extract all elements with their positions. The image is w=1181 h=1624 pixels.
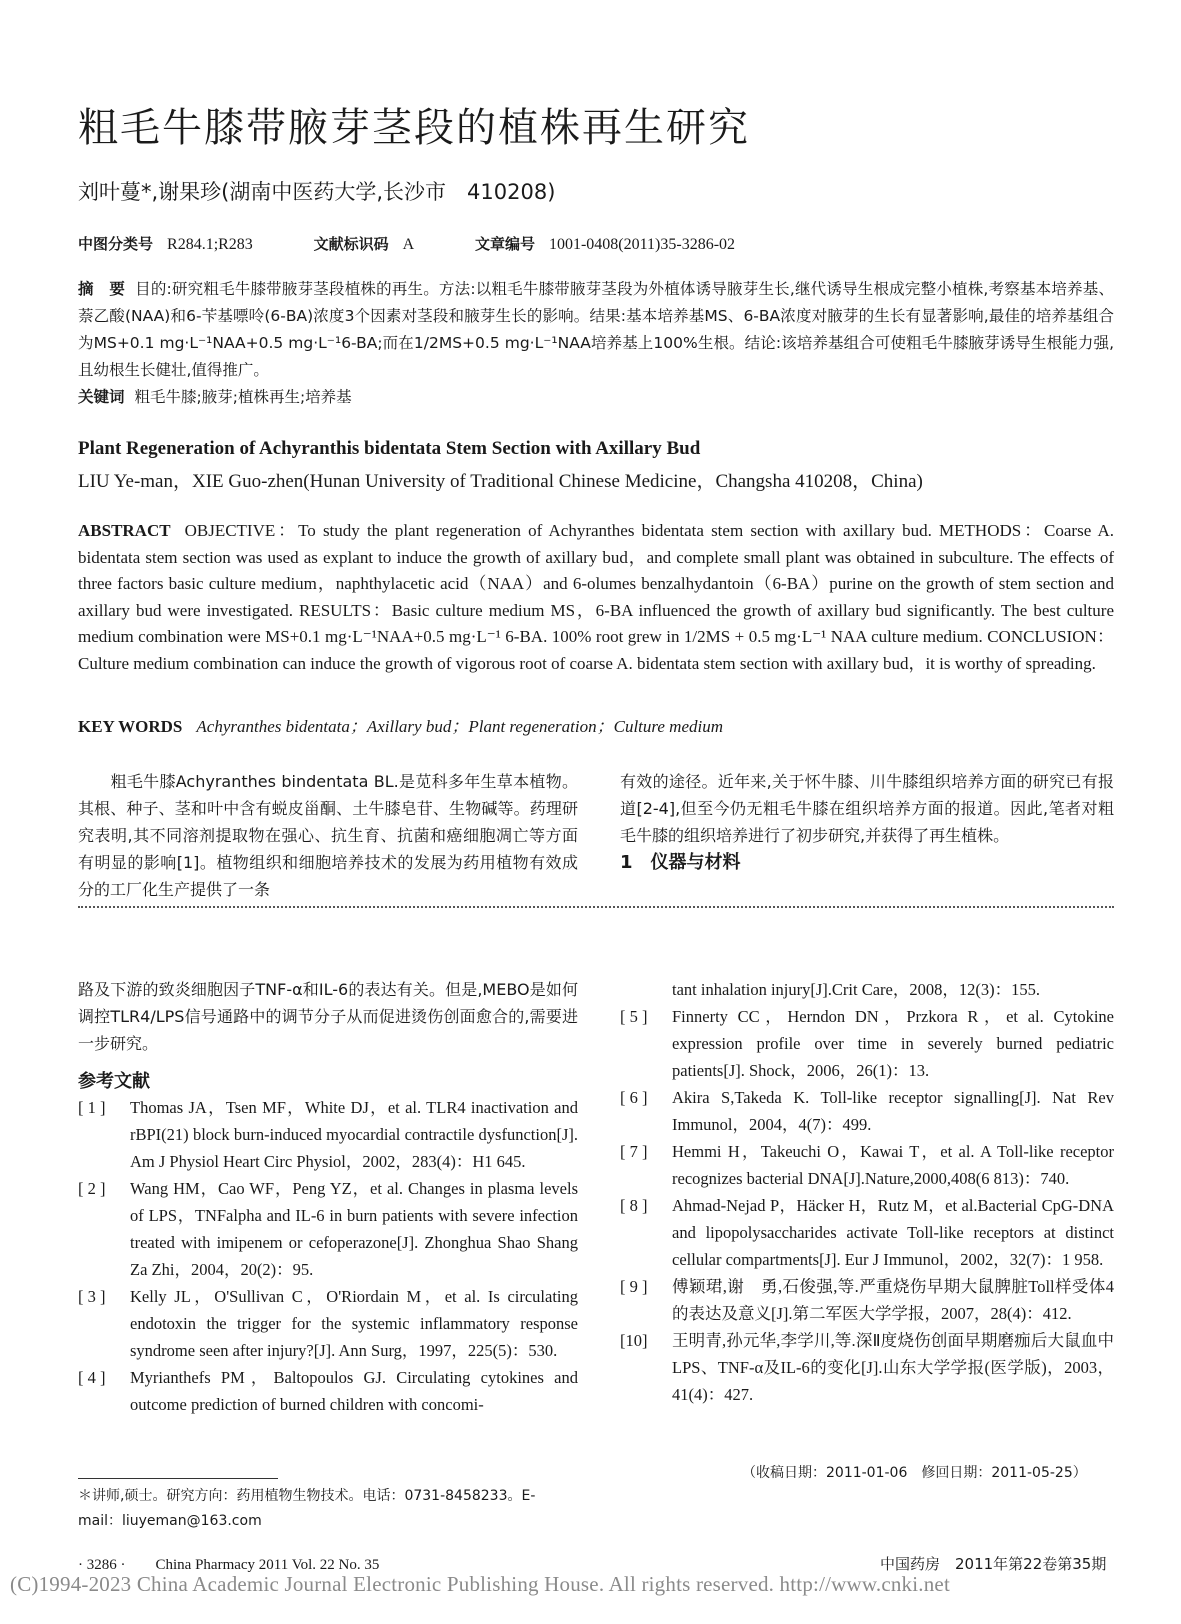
reference-item (620, 1003, 1114, 1084)
reference-text: Thomas JA，Tsen MF，White DJ，et al. TLR4 inactivation and rBPI(21) block burn-induced myocardial contractile dysfunction[J]. Am J Physiol Heart Circ Physiol，2002，283(4)：H1 645. (130, 1098, 578, 1171)
reference-number: [ 4 ] (78, 1368, 106, 1387)
keywords-cn-text: 粗毛牛膝;腋芽;植株再生;培养基 (134, 388, 352, 406)
keywords-en-text: Achyranthes bidentata；Axillary bud；Plant regeneration；Culture medium (196, 717, 723, 736)
footnote-rule (78, 1478, 278, 1479)
clc-value: R284.1;R283 (167, 236, 253, 253)
copyright-watermark: (C)1994-2023 China Academic Journal Electronic Publishing House. All rights reserved. http://www.cnki.net (10, 1572, 950, 1596)
keywords-cn-label: 关键词 (78, 388, 125, 406)
page-footer-left: · 3286 · China Pharmacy 2011 Vol. 22 No. 35 (78, 1557, 380, 1573)
keywords-en (78, 712, 723, 737)
page-footer-right: 中国药房 2011年第22卷第35期 (880, 1555, 1107, 1573)
abstract-en (78, 518, 1114, 677)
abstract-en-text: OBJECTIVE：To study the plant regeneration of Achyranthes bidentata stem section with axillary bud. METHODS：Coarse A. bidentata stem section was used as explant to induce the growth of axillary bud，and complete small plant was obtained in subculture. The effects of three factors basic culture medium，naphthylacetic acid（NAA）and 6-olumes benzalhydantoin（6-BA）purine on the growth of stem section and axillary bud were investigated. RESULTS：Basic culture medium MS，6-BA influenced the growth of axillary bud significantly. The best culture medium combination were MS+0.1 mg·L⁻¹NAA+0.5 mg·L⁻¹ 6-BA. 100% root grew in 1/2MS + 0.5 mg·L⁻¹ NAA culture medium. CONCLUSION：Culture medium combination can induce the growth of vigorous root of coarse A. bidentata stem section with axillary bud，it is worthy of spreading. (78, 521, 1114, 673)
reference-text: Hemmi H，Takeuchi O，Kawai T，et al. A Toll-like receptor recognizes bacterial DNA[J].Nature,2000,408(6 813)：740. (672, 1142, 1114, 1188)
previous-article-tail: 路及下游的致炎细胞因子TNF-α和IL-6的表达有关。但是,MEBO是如何调控TLR4/LPS信号通路中的调节分子从而促进烫伤创面愈合的,需要进一步研究。 (78, 980, 578, 1053)
dotted-divider (78, 906, 1114, 908)
reference-item (620, 1327, 1114, 1408)
body-left-column: 粗毛牛膝Achyranthes bindentata BL.是苋科多年生草本植物。其根、种子、茎和叶中含有蜕皮甾酮、土牛膝皂苷、生物碱等。药理研究表明,其不同溶剂提取物在强心、抗生育、抗菌和癌细胞凋亡等方面有明显的影响[1]。植物组织和细胞培养技术的发展为药用植物有效成分的工厂化生产提供了一条 (78, 772, 578, 899)
clc-label: 中图分类号 (78, 235, 154, 253)
reference-text: Ahmad-Nejad P，Häcker H，Rutz M，et al.Bacterial CpG-DNA and lipopolysaccharides activate Toll-like receptors at distinct cellular compartments[J]. Eur J Immunol，2002，32(7)：1 958. (672, 1196, 1114, 1269)
authors-cn: 刘叶蔓*,谢果珍(湖南中医药大学,长沙市 410208) (78, 180, 556, 204)
reference-text: Akira S,Takeda K. Toll-like receptor signalling[J]. Nat Rev Immunol，2004，4(7)：499. (672, 1088, 1114, 1134)
reference-number: [ 1 ] (78, 1098, 106, 1117)
abstract-cn-label: 摘 要 (78, 280, 126, 298)
reference-number: [10] (620, 1331, 648, 1350)
received-dates: （收稿日期：2011-01-06 修回日期：2011-05-25） (742, 1465, 1087, 1481)
references-heading: 参考文献 (78, 1071, 150, 1092)
reference-number: [ 8 ] (620, 1196, 648, 1215)
article-meta (78, 233, 1108, 254)
reference-item (78, 1175, 578, 1283)
doc-label: 文献标识码 (313, 235, 389, 253)
reference-text: Myrianthefs PM，Baltopoulos GJ. Circulating cytokines and outcome prediction of burned children with concomi- (130, 1368, 578, 1414)
reference-item (620, 1192, 1114, 1273)
reference-number: [ 3 ] (78, 1287, 106, 1306)
reference-item (620, 1273, 1114, 1327)
body-right-text: 有效的途径。近年来,关于怀牛膝、川牛膝组织培养方面的研究已有报道[2-4],但至今仍无粗毛牛膝在组织培养方面的报道。因此,笔者对粗毛牛膝的组织培养进行了初步研究,并获得了再生植株。 (620, 772, 1114, 845)
references-left (78, 1094, 578, 1418)
reference-text: Kelly JL，O'Sullivan C，O'Riordain M，et al. Is circulating endotoxin the trigger for the systemic inflammatory response syndrome seen after injury?[J]. Ann Surg，1997，225(5)：530. (130, 1287, 578, 1360)
keywords-en-label: KEY WORDS (78, 717, 183, 736)
reference-text: Wang HM，Cao WF，Peng YZ，et al. Changes in plasma levels of LPS，TNFalpha and IL-6 in burn patients with severe infection treated with imipenem or cefoperazone[J]. Zhonghua Shao Shang Za Zhi，2004，20(2)：95. (130, 1179, 578, 1279)
abstract-en-label: ABSTRACT (78, 521, 171, 540)
references-right (620, 976, 1114, 1408)
reference-item (620, 1138, 1114, 1192)
section-heading: 1 仪器与材料 (620, 852, 741, 873)
reference-text: 王明青,孙元华,李学川,等.深Ⅱ度烧伤创面早期磨痂后大鼠血中LPS、TNF-α及IL-6的变化[J].山东大学学报(医学版)，2003，41(4)：427. (672, 1331, 1114, 1404)
reference-number: [ 6 ] (620, 1088, 648, 1107)
paper-title: 粗毛牛膝带腋芽茎段的植株再生研究 (78, 105, 750, 151)
reference-continuation: tant inhalation injury[J].Crit Care，2008，12(3)：155. (672, 980, 1040, 999)
reference-item (620, 1084, 1114, 1138)
reference-text: 傅颖珺,谢 勇,石俊强,等.严重烧伤早期大鼠脾脏Toll样受体4的表达及意义[J].第二军医大学学报，2007，28(4)：412. (672, 1277, 1114, 1323)
body-right-column (620, 768, 1114, 876)
abstract-cn-text: 目的:研究粗毛牛膝带腋芽茎段植株的再生。方法:以粗毛牛膝带腋芽茎段为外植体诱导腋芽生长,继代诱导生根成完整小植株,考察基本培养基、萘乙酸(NAA)和6-苄基嘌呤(6-BA)浓度3个因素对茎段和腋芽生长的影响。结果:基本培养基MS、6-BA浓度对腋芽的生长有显著影响,最佳的培养基组合为MS+0.1 mg·L⁻¹NAA+0.5 mg·L⁻¹6-BA;而在1/2MS+0.5 mg·L⁻¹NAA培养基上100%生根。结论:该培养基组合可使粗毛牛膝腋芽诱导生根能力强,且幼根生长健壮,值得推广。 (78, 280, 1114, 379)
art-value: 1001-0408(2011)35-3286-02 (548, 236, 736, 253)
reference-item (78, 1364, 578, 1418)
reference-number: [ 5 ] (620, 1007, 648, 1026)
reference-text: Finnerty CC，Herndon DN，Przkora R，et al. Cytokine expression profile over time in severely burned pediatric patients[J]. Shock，2006，26(1)：13. (672, 1007, 1114, 1080)
reference-item (78, 1094, 578, 1175)
reference-number: [ 7 ] (620, 1142, 648, 1161)
doc-value: A (402, 236, 415, 253)
reference-item (78, 1283, 578, 1364)
authors-en: LIU Ye-man，XIE Guo-zhen(Hunan University of Traditional Chinese Medicine，Changsha 410208，China) (78, 471, 923, 492)
art-label: 文章编号 (474, 235, 535, 253)
author-footnote: ＊讲师,硕士。研究方向：药用植物生物技术。电话：0731-8458233。E-mail：liuyeman@163.com (78, 1488, 536, 1529)
reference-number: [ 9 ] (620, 1277, 648, 1296)
paper-title-en: Plant Regeneration of Achyranthis bidentata Stem Section with Axillary Bud (78, 438, 701, 459)
reference-number: [ 2 ] (78, 1179, 106, 1198)
abstract-cn (78, 276, 1114, 411)
